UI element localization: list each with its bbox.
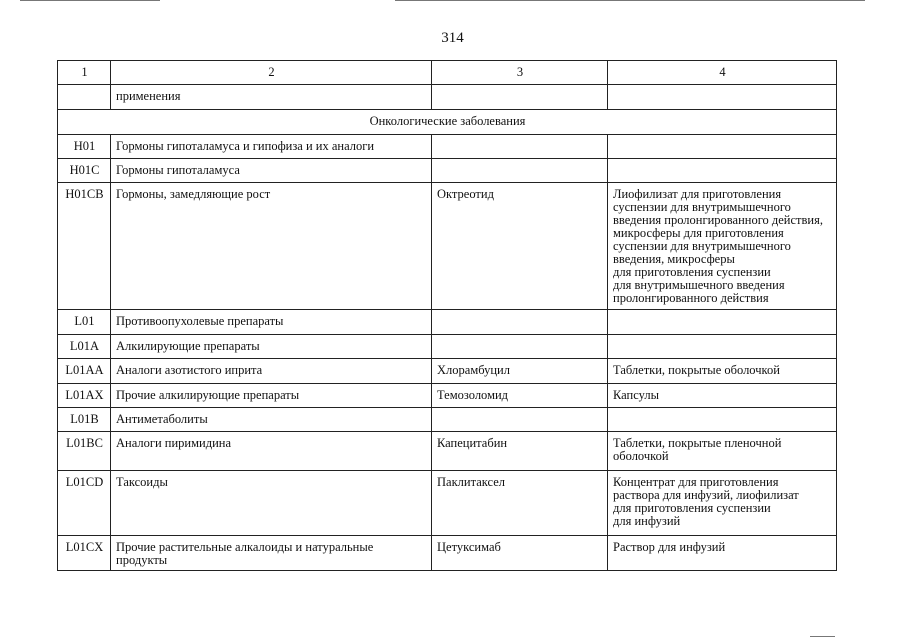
atc-code: L01AA (58, 359, 111, 384)
table-row (58, 183, 837, 310)
atc-code: L01CX (58, 536, 111, 571)
dosage-form (608, 85, 837, 110)
section-row (58, 110, 837, 135)
atc-code: L01B (58, 408, 111, 432)
dosage-form: Таблетки, покрытые пленочной оболочкой (608, 432, 837, 471)
dosage-form (608, 335, 837, 359)
atc-code: H01C (58, 159, 111, 183)
header-col-3: 3 (432, 61, 608, 85)
header-col-1: 1 (58, 61, 111, 85)
drug-name (432, 85, 608, 110)
drug-name (432, 135, 608, 159)
group-name: Гормоны гипоталамуса (111, 159, 432, 183)
table-row (58, 408, 837, 432)
group-name: Гормоны гипоталамуса и гипофиза и их аналоги (111, 135, 432, 159)
scan-edge-top-right (395, 0, 865, 1)
table-row (58, 432, 837, 471)
dosage-form: Лиофилизат для приготовления суспензии для внутримышечного введения пролонгированного действия, микросферы для приготовления суспензии для внутримышечного введения, микросферы для приготовления суспензии для внутримышечного введения пролонгированного действия (608, 183, 837, 310)
group-name: Алкилирующие препараты (111, 335, 432, 359)
atc-code: L01A (58, 335, 111, 359)
drug-name: Октреотид (432, 183, 608, 310)
dosage-form (608, 310, 837, 335)
dosage-form (608, 135, 837, 159)
drug-name: Цетуксимаб (432, 536, 608, 571)
atc-code: L01CD (58, 471, 111, 536)
drug-table (57, 60, 837, 571)
table-row (58, 159, 837, 183)
atc-code: H01 (58, 135, 111, 159)
table-row (58, 310, 837, 335)
drug-name: Паклитаксел (432, 471, 608, 536)
group-name: применения (111, 85, 432, 110)
group-name: Антиметаболиты (111, 408, 432, 432)
atc-code: L01AX (58, 384, 111, 408)
table-row (58, 384, 837, 408)
page-number: 314 (441, 30, 464, 46)
header-col-2: 2 (111, 61, 432, 85)
drug-name (432, 310, 608, 335)
dosage-form: Таблетки, покрытые оболочкой (608, 359, 837, 384)
dosage-form (608, 159, 837, 183)
table-header-row (58, 61, 837, 85)
scan-edge-bottom-right (810, 636, 835, 637)
drug-name: Капецитабин (432, 432, 608, 471)
drug-name (432, 335, 608, 359)
dosage-form: Раствор для инфузий (608, 536, 837, 571)
group-name: Аналоги азотистого иприта (111, 359, 432, 384)
dosage-form: Капсулы (608, 384, 837, 408)
scan-edge-top-left (20, 0, 160, 1)
group-name: Аналоги пиримидина (111, 432, 432, 471)
drug-name: Хлорамбуцил (432, 359, 608, 384)
dosage-form: Концентрат для приготовления раствора для инфузий, лиофилизат для приготовления суспензии для инфузий (608, 471, 837, 536)
atc-code (58, 85, 111, 110)
dosage-form (608, 408, 837, 432)
table-row (58, 359, 837, 384)
table-row (58, 335, 837, 359)
drug-name (432, 408, 608, 432)
table-row (58, 471, 837, 536)
section-heading: Онкологические заболевания (58, 110, 837, 135)
header-col-4: 4 (608, 61, 837, 85)
group-name: Противоопухолевые препараты (111, 310, 432, 335)
drug-name: Темозоломид (432, 384, 608, 408)
group-name: Таксоиды (111, 471, 432, 536)
group-name: Прочие растительные алкалоиды и натуральные продукты (111, 536, 432, 571)
table-row (58, 85, 837, 110)
atc-code: H01CB (58, 183, 111, 310)
atc-code: L01BC (58, 432, 111, 471)
drug-name (432, 159, 608, 183)
table-row (58, 135, 837, 159)
group-name: Прочие алкилирующие препараты (111, 384, 432, 408)
table-row (58, 536, 837, 571)
atc-code: L01 (58, 310, 111, 335)
group-name: Гормоны, замедляющие рост (111, 183, 432, 310)
